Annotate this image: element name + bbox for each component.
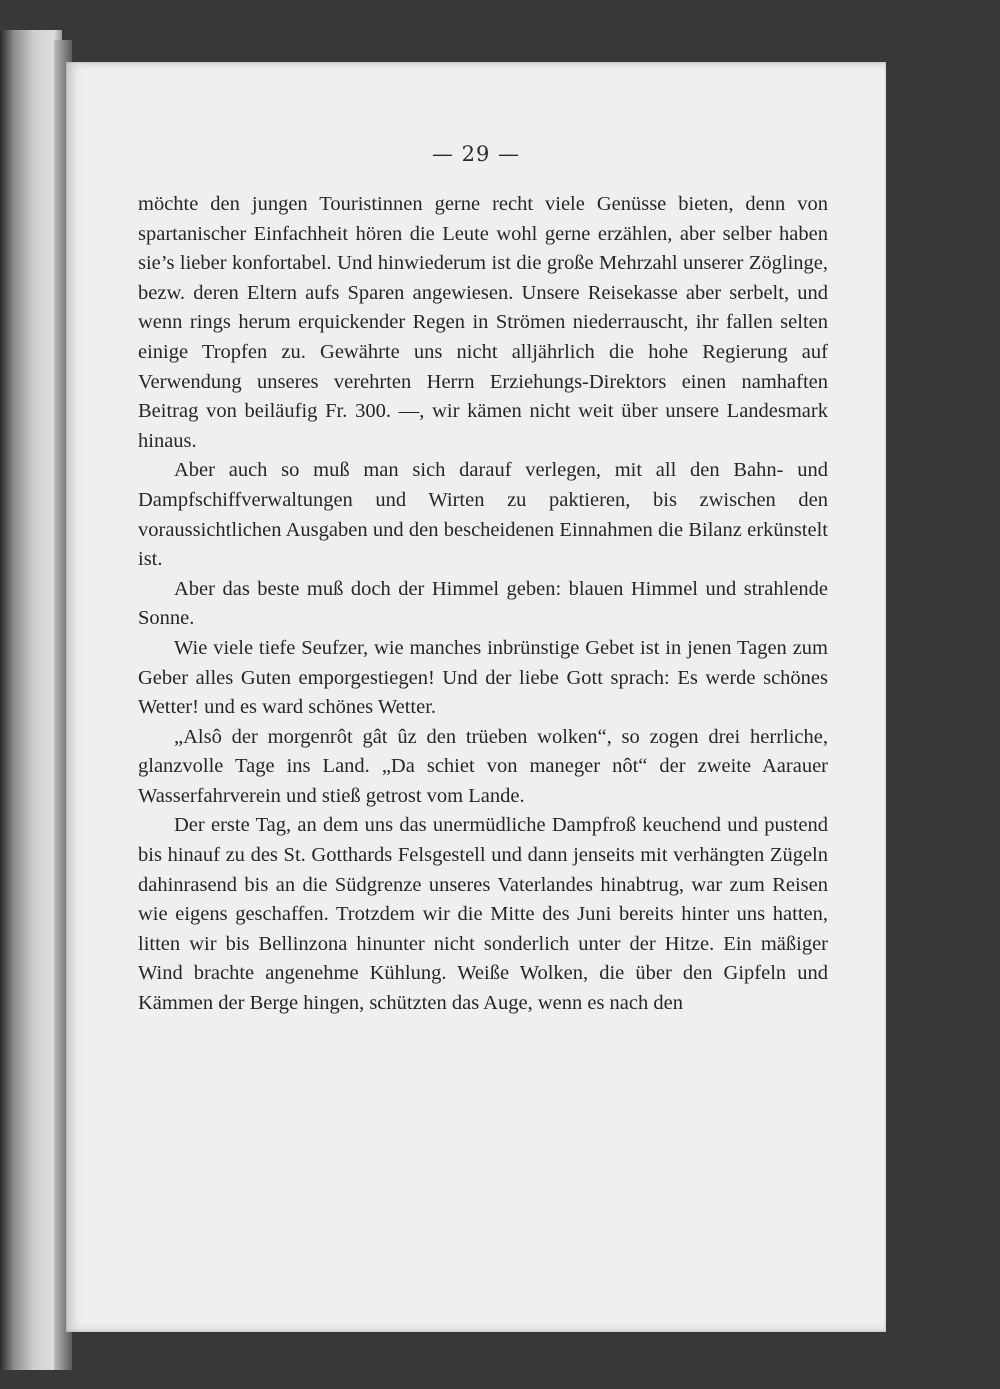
- paragraph-4: Wie viele tiefe Seufzer, wie manches inbrünstige Gebet ist in jenen Tagen zum Geber alles Guten emporgestiegen! Und der liebe Gott sprach: Es werde schönes Wetter! und es ward schönes Wetter.: [138, 636, 828, 719]
- paragraph-3: Aber das beste muß doch der Himmel geben: blauen Himmel und strahlende Sonne.: [138, 577, 828, 630]
- body-text: [138, 190, 828, 1019]
- paragraph-5: „Alsô der morgenrôt gât ûz den trüeben wolken“, so zogen drei herrliche, glanzvolle Tage ins Land. „Da schiet von maneger nôt“ der zweite Aarauer Wasserfahrverein und stieß getrost vom Lande.: [138, 725, 828, 807]
- book-page: [66, 62, 886, 1332]
- paragraph-2: Aber auch so muß man sich darauf verlegen, mit all den Bahn- und Dampfschiffverwaltungen und Wirten zu paktieren, bis zwischen den voraussichtlichen Ausgaben und den bescheidenen Einnahmen die Bilanz erkünstelt ist.: [138, 459, 828, 571]
- paragraph-6: Der erste Tag, an dem uns das unermüdliche Dampfroß keuchend und pustend bis hinauf zu des St. Gotthards Felsgestell und dann jenseits mit verhängten Zügeln dahinrasend bis an die Südgrenze unseres Vaterlandes hinabtrug, war zum Reisen wie eigens geschaffen. Trotzdem wir die Mitte des Juni bereits hinter uns hatten, litten wir bis Bellinzona hinunter nicht sonderlich unter der Hitze. Ein mäßiger Wind brachte angenehme Kühlung. Weiße Wolken, die über den Gipfeln und Kämmen der Berge hingen, schützten das Auge, wenn es nach den: [138, 814, 828, 1015]
- page-number: — 29 —: [431, 142, 521, 166]
- paragraph-1: möchte den jungen Touristinnen gerne recht viele Genüsse bieten, denn von spartanischer Einfachheit hören die Leute wohl gerne erzählen, aber selber haben sie’s lieber konfortabel. Und hinwiederum ist die große Mehrzahl unserer Zöglinge, bezw. deren Eltern aufs Sparen angewiesen. Unsere Reisekasse aber serbelt, und wenn rings herum erquickender Regen in Strömen niederrauscht, ihr fallen selten einige Tropfen zu. Gewährte uns nicht alljährlich die hohe Regierung auf Verwendung unseres verehrten Herrn Erziehungs-Direktors einen namhaften Beitrag von beiläufig Fr. 300. —, wir kämen nicht weit über unsere Landesmark hinaus.: [138, 193, 828, 452]
- previous-page-edge: [0, 30, 62, 1370]
